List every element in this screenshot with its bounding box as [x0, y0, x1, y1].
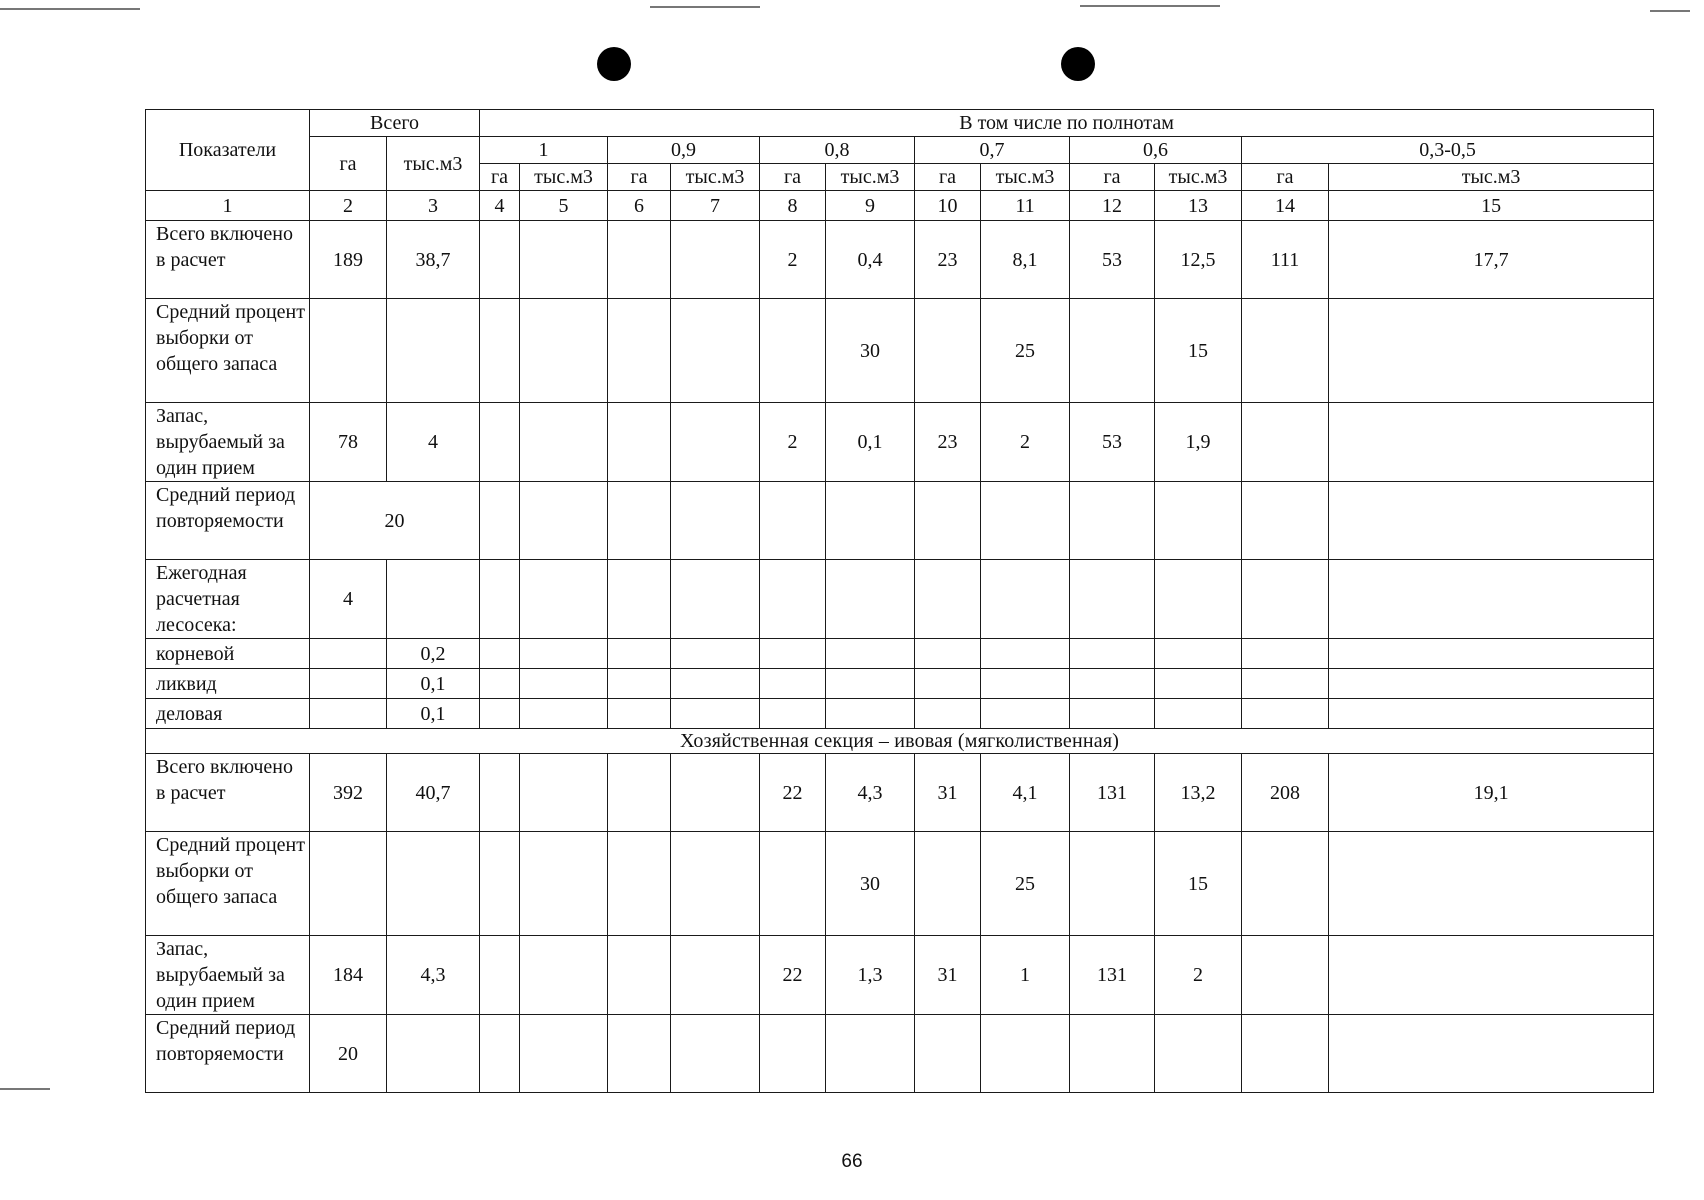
cell-d08-ha [760, 639, 826, 669]
cell-d08-ha [760, 560, 826, 639]
cell-d03-05-ha: 111 [1242, 221, 1329, 299]
cell-total-ha [310, 699, 387, 729]
cell-d06-m3: 15 [1155, 832, 1242, 936]
cell-d09-ha [608, 482, 671, 560]
cell-d06-ha [1070, 639, 1155, 669]
cell-total-ha: 20 [310, 1015, 387, 1093]
cell-d03-05-m3 [1329, 639, 1654, 669]
row-label: Запас, вырубаемый за один прием [146, 936, 310, 1015]
cell-d07-m3 [981, 560, 1070, 639]
cell-d03-05-ha [1242, 403, 1329, 482]
cell-d09-m3 [671, 560, 760, 639]
cell-d07-ha [915, 832, 981, 936]
cell-d1-ha [480, 560, 520, 639]
cell-d06-m3: 12,5 [1155, 221, 1242, 299]
cell-d08-m3 [826, 669, 915, 699]
cell-d07-m3: 25 [981, 299, 1070, 403]
cell-total-m3 [387, 299, 480, 403]
cell-d07-ha [915, 482, 981, 560]
cell-d1-ha [480, 699, 520, 729]
row-label: Средний период повторяемости [146, 1015, 310, 1093]
column-number: 2 [310, 191, 387, 221]
cell-d07-m3 [981, 482, 1070, 560]
cell-total-m3: 4 [387, 403, 480, 482]
cell-d09-m3 [671, 699, 760, 729]
page-number: 66 [841, 1151, 863, 1172]
cell-d07-m3: 8,1 [981, 221, 1070, 299]
row-label: ликвид [146, 669, 310, 699]
cell-d1-ha [480, 221, 520, 299]
column-number: 5 [520, 191, 608, 221]
cell-total-ha: 78 [310, 403, 387, 482]
cell-d06-m3 [1155, 699, 1242, 729]
row-label: Средний период повторяемости [146, 482, 310, 560]
cell-d1-m3 [520, 221, 608, 299]
cell-d03-05-m3: 17,7 [1329, 221, 1654, 299]
row-root-stock [146, 639, 1654, 669]
cell-d08-m3: 4,3 [826, 754, 915, 832]
cell-d08-m3 [826, 699, 915, 729]
cell-d1-m3 [520, 403, 608, 482]
cell-d09-ha [608, 832, 671, 936]
header-ha: га [1242, 164, 1329, 191]
cell-d07-m3 [981, 1015, 1070, 1093]
cell-d1-m3 [520, 560, 608, 639]
cell-d09-m3 [671, 754, 760, 832]
row-commercial [146, 699, 1654, 729]
cell-d1-ha [480, 299, 520, 403]
row-label: Всего включено в расчет [146, 754, 310, 832]
cell-d09-ha [608, 754, 671, 832]
cell-d07-m3: 1 [981, 936, 1070, 1015]
cell-d03-05-ha [1242, 699, 1329, 729]
cell-d08-m3: 0,4 [826, 221, 915, 299]
cell-d03-05-m3 [1329, 699, 1654, 729]
cell-d06-ha: 53 [1070, 403, 1155, 482]
scan-speck [0, 1088, 50, 1090]
header-density-0-7: 0,7 [915, 137, 1070, 164]
cell-d08-m3: 0,1 [826, 403, 915, 482]
cell-d08-ha [760, 699, 826, 729]
header-indicators: Показатели [146, 110, 310, 191]
cell-d1-ha [480, 482, 520, 560]
cell-d03-05-m3 [1329, 936, 1654, 1015]
cell-d08-ha: 2 [760, 221, 826, 299]
cell-d07-ha [915, 299, 981, 403]
cell-d09-ha [608, 669, 671, 699]
column-number: 13 [1155, 191, 1242, 221]
cell-d09-m3 [671, 221, 760, 299]
section-row [146, 729, 1654, 754]
cell-d06-m3 [1155, 560, 1242, 639]
cell-d08-m3 [826, 639, 915, 669]
row-avg-repeat-period [146, 1015, 1654, 1093]
header-total-ha: га [310, 137, 387, 191]
cell-d09-m3 [671, 482, 760, 560]
cell-d09-ha [608, 221, 671, 299]
row-label: Средний процент выборки от общего запаса [146, 299, 310, 403]
column-number: 6 [608, 191, 671, 221]
cell-d06-ha [1070, 482, 1155, 560]
cell-d08-m3 [826, 482, 915, 560]
column-number-row [146, 191, 1654, 221]
cell-d03-05-ha [1242, 936, 1329, 1015]
cell-d09-m3 [671, 299, 760, 403]
cell-d09-m3 [671, 403, 760, 482]
row-avg-repeat-period [146, 482, 1654, 560]
cell-d08-ha [760, 669, 826, 699]
cell-total-ha [310, 639, 387, 669]
cell-d1-ha [480, 639, 520, 669]
header-density-0-9: 0,9 [608, 137, 760, 164]
cell-d06-m3 [1155, 669, 1242, 699]
cell-d08-m3 [826, 1015, 915, 1093]
cell-d03-05-ha [1242, 299, 1329, 403]
row-avg-selection-percent [146, 832, 1654, 936]
cell-d03-05-ha [1242, 482, 1329, 560]
cell-total-ha: 184 [310, 936, 387, 1015]
header-ha: га [915, 164, 981, 191]
row-label: Всего включено в расчет [146, 221, 310, 299]
cell-d08-ha: 22 [760, 754, 826, 832]
row-label: Ежегодная расчетная лесосека: [146, 560, 310, 639]
cell-d09-m3 [671, 936, 760, 1015]
scan-speck [0, 8, 140, 10]
cell-d03-05-m3 [1329, 1015, 1654, 1093]
cell-d1-m3 [520, 482, 608, 560]
header-m3: тыс.м3 [671, 164, 760, 191]
cell-total-m3: 0,1 [387, 699, 480, 729]
cell-d1-ha [480, 403, 520, 482]
cell-total-ha [310, 669, 387, 699]
cell-d08-ha [760, 832, 826, 936]
cell-d1-m3 [520, 299, 608, 403]
cell-d08-m3: 1,3 [826, 936, 915, 1015]
row-label: Запас, вырубаемый за один прием [146, 403, 310, 482]
cell-d1-m3 [520, 669, 608, 699]
cell-d03-05-m3 [1329, 403, 1654, 482]
header-row-2 [146, 137, 1654, 164]
cell-d1-m3 [520, 699, 608, 729]
cell-d1-ha [480, 936, 520, 1015]
cell-d03-05-m3 [1329, 832, 1654, 936]
cell-d08-m3 [826, 560, 915, 639]
row-total-included [146, 221, 1654, 299]
cell-d07-ha: 31 [915, 754, 981, 832]
cell-d03-05-ha [1242, 669, 1329, 699]
cell-d1-m3 [520, 832, 608, 936]
header-m3: тыс.м3 [826, 164, 915, 191]
cell-d09-m3 [671, 669, 760, 699]
row-avg-selection-percent [146, 299, 1654, 403]
cell-d06-ha [1070, 299, 1155, 403]
cell-d09-ha [608, 403, 671, 482]
cell-d07-ha: 23 [915, 403, 981, 482]
cell-d1-m3 [520, 754, 608, 832]
cell-d06-ha [1070, 669, 1155, 699]
cell-total-m3 [387, 1015, 480, 1093]
header-m3: тыс.м3 [981, 164, 1070, 191]
cell-d08-m3: 30 [826, 299, 915, 403]
cell-d1-ha [480, 832, 520, 936]
cell-total-ha: 189 [310, 221, 387, 299]
cell-d08-ha [760, 482, 826, 560]
cell-d09-m3 [671, 832, 760, 936]
cell-d09-ha [608, 639, 671, 669]
header-m3: тыс.м3 [1329, 164, 1654, 191]
header-density-0-3-0-5: 0,3-0,5 [1242, 137, 1654, 164]
cell-d07-ha [915, 669, 981, 699]
scan-speck [1080, 5, 1220, 7]
column-number: 1 [146, 191, 310, 221]
cell-d06-ha [1070, 1015, 1155, 1093]
header-density-0-6: 0,6 [1070, 137, 1242, 164]
scan-speck [1650, 10, 1690, 12]
cell-d06-m3: 2 [1155, 936, 1242, 1015]
header-ha: га [608, 164, 671, 191]
cell-d09-ha [608, 699, 671, 729]
cell-total-ha: 392 [310, 754, 387, 832]
cell-d1-ha [480, 1015, 520, 1093]
row-label: корневой [146, 639, 310, 669]
header-ha: га [1070, 164, 1155, 191]
cell-d07-m3: 4,1 [981, 754, 1070, 832]
cell-d06-m3: 13,2 [1155, 754, 1242, 832]
cell-d1-m3 [520, 639, 608, 669]
cell-d06-ha: 53 [1070, 221, 1155, 299]
header-m3: тыс.м3 [1155, 164, 1242, 191]
cell-total-ha: 4 [310, 560, 387, 639]
cell-d03-05-ha: 208 [1242, 754, 1329, 832]
cell-d09-m3 [671, 1015, 760, 1093]
column-number: 8 [760, 191, 826, 221]
header-density-1: 1 [480, 137, 608, 164]
cell-total-m3: 0,1 [387, 669, 480, 699]
section-title: Хозяйственная секция – ивовая (мягколиственная) [146, 729, 1654, 754]
row-total-included [146, 754, 1654, 832]
header-total-m3: тыс.м3 [387, 137, 480, 191]
cell-d08-ha [760, 299, 826, 403]
cell-d07-m3 [981, 639, 1070, 669]
cell-d08-ha: 22 [760, 936, 826, 1015]
row-liquid [146, 669, 1654, 699]
cell-d07-m3: 25 [981, 832, 1070, 936]
column-number: 12 [1070, 191, 1155, 221]
cell-d09-m3 [671, 639, 760, 669]
cell-d03-05-ha [1242, 1015, 1329, 1093]
cell-total-m3 [387, 832, 480, 936]
cell-d09-ha [608, 1015, 671, 1093]
row-label: Средний процент выборки от общего запаса [146, 832, 310, 936]
cell-d08-m3: 30 [826, 832, 915, 936]
cell-d06-m3 [1155, 639, 1242, 669]
cell-d07-m3 [981, 699, 1070, 729]
header-ha: га [480, 164, 520, 191]
column-number: 4 [480, 191, 520, 221]
cell-d09-ha [608, 936, 671, 1015]
cell-d06-ha: 131 [1070, 936, 1155, 1015]
cell-d03-05-m3 [1329, 299, 1654, 403]
column-number: 3 [387, 191, 480, 221]
cell-total-merged: 20 [310, 482, 480, 560]
column-number: 9 [826, 191, 915, 221]
cell-d1-ha [480, 669, 520, 699]
cell-d06-ha [1070, 832, 1155, 936]
column-number: 10 [915, 191, 981, 221]
cell-d1-m3 [520, 936, 608, 1015]
cell-d03-05-ha [1242, 560, 1329, 639]
cell-d09-ha [608, 560, 671, 639]
cell-d07-ha: 31 [915, 936, 981, 1015]
cell-d06-ha [1070, 699, 1155, 729]
cell-d03-05-m3 [1329, 560, 1654, 639]
cell-d07-ha: 23 [915, 221, 981, 299]
column-number: 11 [981, 191, 1070, 221]
header-density-0-8: 0,8 [760, 137, 915, 164]
row-stock-cut-per-pass [146, 403, 1654, 482]
header-m3: тыс.м3 [520, 164, 608, 191]
cell-d03-05-ha [1242, 832, 1329, 936]
cell-total-m3 [387, 560, 480, 639]
cell-d06-m3: 1,9 [1155, 403, 1242, 482]
scan-speck [650, 6, 760, 8]
row-label: деловая [146, 699, 310, 729]
header-row-1 [146, 110, 1654, 137]
column-number: 14 [1242, 191, 1329, 221]
header-total: Всего [310, 110, 480, 137]
cell-total-ha [310, 832, 387, 936]
row-annual-allowable-cut [146, 560, 1654, 639]
cell-d03-05-m3: 19,1 [1329, 754, 1654, 832]
cell-d07-ha [915, 639, 981, 669]
cell-d07-ha [915, 699, 981, 729]
cell-d1-ha [480, 754, 520, 832]
row-stock-cut-per-pass [146, 936, 1654, 1015]
cell-d03-05-m3 [1329, 669, 1654, 699]
cell-d03-05-m3 [1329, 482, 1654, 560]
cell-total-m3: 40,7 [387, 754, 480, 832]
cell-d07-ha [915, 1015, 981, 1093]
header-ha: га [760, 164, 826, 191]
cell-d08-ha [760, 1015, 826, 1093]
cell-total-m3: 0,2 [387, 639, 480, 669]
punch-hole-left [597, 47, 631, 81]
cell-d06-ha [1070, 560, 1155, 639]
column-number: 7 [671, 191, 760, 221]
logging-calculation-table [145, 109, 1654, 1093]
cell-d06-m3: 15 [1155, 299, 1242, 403]
cell-d07-ha [915, 560, 981, 639]
cell-d08-ha: 2 [760, 403, 826, 482]
cell-total-m3: 38,7 [387, 221, 480, 299]
cell-total-ha [310, 299, 387, 403]
cell-d06-ha: 131 [1070, 754, 1155, 832]
cell-d03-05-ha [1242, 639, 1329, 669]
cell-d09-ha [608, 299, 671, 403]
column-number: 15 [1329, 191, 1654, 221]
punch-hole-right [1061, 47, 1095, 81]
header-by-density: В том числе по полнотам [480, 110, 1654, 137]
cell-total-m3: 4,3 [387, 936, 480, 1015]
cell-d06-m3 [1155, 482, 1242, 560]
cell-d07-m3 [981, 669, 1070, 699]
cell-d1-m3 [520, 1015, 608, 1093]
cell-d07-m3: 2 [981, 403, 1070, 482]
cell-d06-m3 [1155, 1015, 1242, 1093]
